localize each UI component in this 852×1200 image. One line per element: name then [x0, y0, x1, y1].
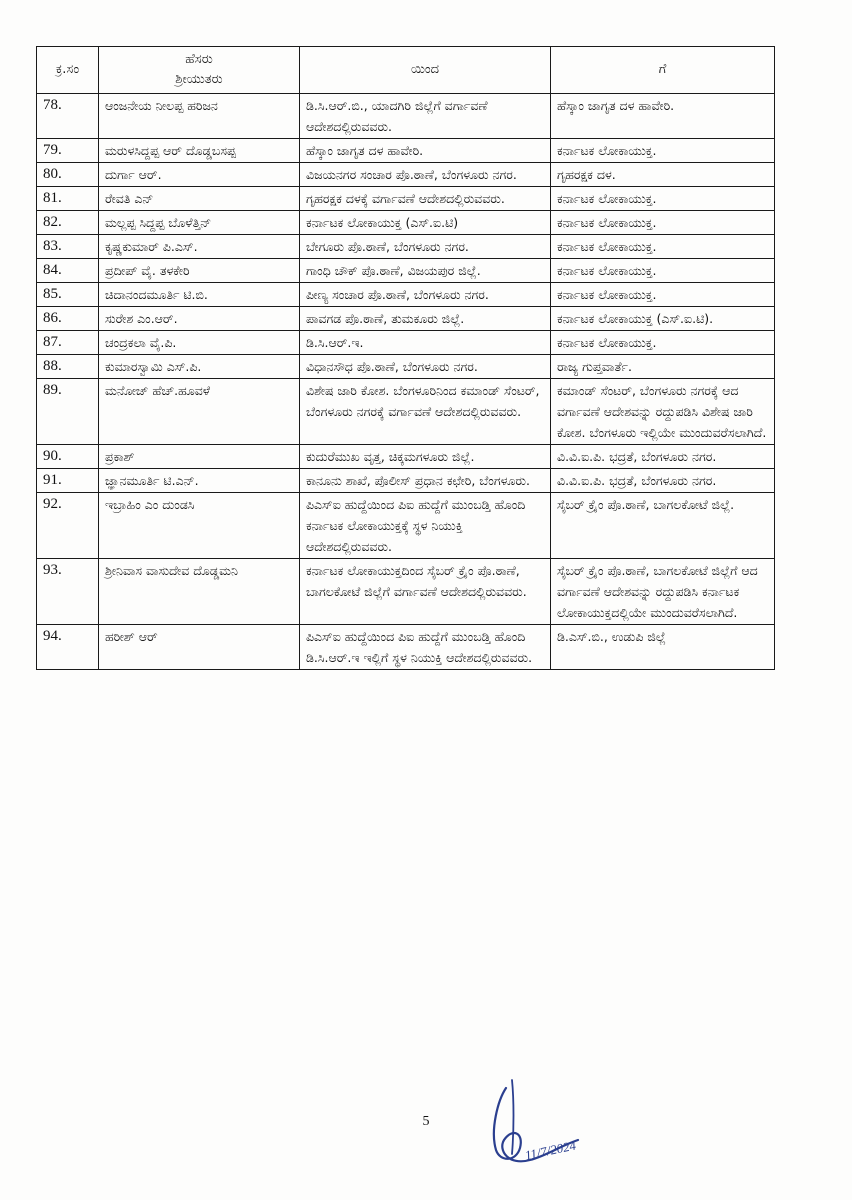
from-cell: ವಿಧಾನಸೌಧ ಪೊ.ಠಾಣೆ, ಬೆಂಗಳೂರು ನಗರ.: [300, 355, 551, 379]
table-row: [37, 235, 775, 259]
name-cell: ಮನೋಜ್ ಹೆಚ್.ಹೂವಳೆ: [99, 379, 300, 445]
signature-icon: [468, 1070, 598, 1180]
name-cell: ಪ್ರದೀಪ್ ವೈ. ತಳಕೇರಿ: [99, 259, 300, 283]
from-cell: ಪಿಎಸ್ಐ ಹುದ್ದೆಯಿಂದ ಪಿಐ ಹುದ್ದೆಗೆ ಮುಂಬಡ್ತಿ ಹೊಂದಿ ಕರ್ನಾಟಕ ಲೋಕಾಯುಕ್ತಕ್ಕೆ ಸ್ಥಳ ನಿಯುಕ್ತಿ ಆದೇಶದಲ್ಲಿರುವವರು.: [300, 493, 551, 559]
name-cell: ದುರ್ಗಾ ಆರ್.: [99, 163, 300, 187]
from-cell: ಹೆಸ್ಕಾಂ ಜಾಗೃತ ದಳ ಹಾವೇರಿ.: [300, 139, 551, 163]
from-cell: ಗೃಹರಕ್ಷಕ ದಳಕ್ಕೆ ವರ್ಗಾವಣೆ ಆದೇಶದಲ್ಲಿರುವವರು.: [300, 187, 551, 211]
table-header-row: [37, 47, 775, 94]
name-cell: ರೇವತಿ ಎನ್: [99, 187, 300, 211]
table-row: [37, 379, 775, 445]
name-cell: ಶ್ರೀನಿವಾಸ ವಾಸುದೇವ ದೊಡ್ಡಮನಿ: [99, 559, 300, 625]
to-cell: ಕರ್ನಾಟಕ ಲೋಕಾಯುಕ್ತ.: [551, 187, 775, 211]
table-row: [37, 445, 775, 469]
from-cell: ವಿಶೇಷ ಜಾರಿ ಕೋಶ. ಬೆಂಗಳೂರಿನಿಂದ ಕಮಾಂಡ್ ಸೆಂಟರ್, ಬೆಂಗಳೂರು ನಗರಕ್ಕೆ ವರ್ಗಾವಣೆ ಆದೇಶದಲ್ಲಿರುವವರು.: [300, 379, 551, 445]
name-cell: ಹರೀಶ್ ಆರ್: [99, 625, 300, 670]
serial-number-cell: 78.: [37, 94, 99, 139]
table-row: [37, 259, 775, 283]
header-from: ಯಿಂದ: [300, 47, 551, 94]
name-cell: ಚಂದ್ರಕಲಾ ವೈ.ಪಿ.: [99, 331, 300, 355]
table-row: [37, 307, 775, 331]
table-row: [37, 139, 775, 163]
table-row: [37, 559, 775, 625]
to-cell: ಕಮಾಂಡ್ ಸೆಂಟರ್, ಬೆಂಗಳೂರು ನಗರಕ್ಕೆ ಆದ ವರ್ಗಾವಣೆ ಆದೇಶವನ್ನು ರದ್ದುಪಡಿಸಿ ವಿಶೇಷ ಜಾರಿ ಕೋಶ. ಬೆಂಗಳೂರು ಇಲ್ಲಿಯೇ ಮುಂದುವರೆಸಲಾಗಿದೆ.: [551, 379, 775, 445]
to-cell: ಹೆಸ್ಕಾಂ ಜಾಗೃತ ದಳ ಹಾವೇರಿ.: [551, 94, 775, 139]
from-cell: ಡಿ.ಸಿ.ಆರ್.ಬಿ., ಯಾದಗಿರಿ ಜಿಲ್ಲೆಗೆ ವರ್ಗಾವಣೆ ಆದೇಶದಲ್ಲಿರುವವರು.: [300, 94, 551, 139]
name-cell: ಜ್ಞಾನಮೂರ್ತಿ ಟಿ.ಎನ್.: [99, 469, 300, 493]
to-cell: ವಿ.ವಿ.ಐ.ಪಿ. ಭದ್ರತೆ, ಬೆಂಗಳೂರು ನಗರ.: [551, 469, 775, 493]
name-cell: ಚಿದಾನಂದಮೂರ್ತಿ ಟಿ.ಬಿ.: [99, 283, 300, 307]
name-cell: ಕೃಷ್ಣಕುಮಾರ್ ಪಿ.ಎಸ್.: [99, 235, 300, 259]
serial-number-cell: 84.: [37, 259, 99, 283]
serial-number-cell: 86.: [37, 307, 99, 331]
table-row: [37, 283, 775, 307]
from-cell: ಪೀಣ್ಯ ಸಂಚಾರ ಪೊ.ಠಾಣೆ, ಬೆಂಗಳೂರು ನಗರ.: [300, 283, 551, 307]
serial-number-cell: 93.: [37, 559, 99, 625]
to-cell: ಕರ್ನಾಟಕ ಲೋಕಾಯುಕ್ತ.: [551, 331, 775, 355]
table-row: [37, 469, 775, 493]
name-cell: ಇಬ್ರಾಹಿಂ ಎಂ ದುಂಡಸಿ: [99, 493, 300, 559]
name-cell: ಮರುಳಸಿದ್ದಪ್ಪ ಆರ್ ದೊಡ್ಡಬಸಪ್ಪ: [99, 139, 300, 163]
transfer-table: [36, 46, 775, 670]
serial-number-cell: 90.: [37, 445, 99, 469]
to-cell: ವಿ.ವಿ.ಐ.ಪಿ. ಭದ್ರತೆ, ಬೆಂಗಳೂರು ನಗರ.: [551, 445, 775, 469]
serial-number-cell: 80.: [37, 163, 99, 187]
from-cell: ಕರ್ನಾಟಕ ಲೋಕಾಯುಕ್ತ (ಎಸ್.ಐ.ಟಿ): [300, 211, 551, 235]
table-row: [37, 331, 775, 355]
name-cell: ಸುರೇಶ ಎಂ.ಆರ್.: [99, 307, 300, 331]
from-cell: ಗಾಂಧಿ ಚೌಕ್ ಪೊ.ಠಾಣೆ, ವಿಜಯಪುರ ಜಿಲ್ಲೆ.: [300, 259, 551, 283]
serial-number-cell: 88.: [37, 355, 99, 379]
to-cell: ಗೃಹರಕ್ಷಕ ದಳ.: [551, 163, 775, 187]
header-name-line1: ಹೆಸರು: [185, 52, 213, 67]
svg-text:11/7/2024: 11/7/2024: [523, 1137, 578, 1163]
table-row: [37, 493, 775, 559]
table-body: [37, 94, 775, 670]
to-cell: ಕರ್ನಾಟಕ ಲೋಕಾಯುಕ್ತ.: [551, 235, 775, 259]
serial-number-cell: 83.: [37, 235, 99, 259]
page-number: 5: [422, 1114, 430, 1129]
name-cell: ಆಂಜನೇಯ ನೀಲಪ್ಪ ಹರಿಜನ: [99, 94, 300, 139]
to-cell: ಕರ್ನಾಟಕ ಲೋಕಾಯುಕ್ತ.: [551, 139, 775, 163]
from-cell: ಬೇಗೂರು ಪೊ.ಠಾಣೆ, ಬೆಂಗಳೂರು ನಗರ.: [300, 235, 551, 259]
table-row: [37, 187, 775, 211]
serial-number-cell: 81.: [37, 187, 99, 211]
serial-number-cell: 89.: [37, 379, 99, 445]
to-cell: ರಾಜ್ಯ ಗುಪ್ತವಾರ್ತೆ.: [551, 355, 775, 379]
to-cell: ಕರ್ನಾಟಕ ಲೋಕಾಯುಕ್ತ.: [551, 283, 775, 307]
to-cell: ಸೈಬರ್ ಕ್ರೈಂ ಪೊ.ಠಾಣೆ, ಬಾಗಲಕೋಟೆ ಜಿಲ್ಲೆ.: [551, 493, 775, 559]
serial-number-cell: 87.: [37, 331, 99, 355]
table-row: [37, 355, 775, 379]
from-cell: ಪಿಎಸ್ಐ ಹುದ್ದೆಯಿಂದ ಪಿಐ ಹುದ್ದೆಗೆ ಮುಂಬಡ್ತಿ ಹೊಂದಿ ಡಿ.ಸಿ.ಆರ್.ಇ ಇಲ್ಲಿಗೆ ಸ್ಥಳ ನಿಯುಕ್ತಿ ಆದೇಶದಲ್ಲಿರುವವರು.: [300, 625, 551, 670]
from-cell: ವಿಜಯನಗರ ಸಂಚಾರ ಪೊ.ಠಾಣೆ, ಬೆಂಗಳೂರು ನಗರ.: [300, 163, 551, 187]
header-serial-number: ಕ್ರ.ಸಂ: [37, 47, 99, 94]
serial-number-cell: 92.: [37, 493, 99, 559]
to-cell: ಕರ್ನಾಟಕ ಲೋಕಾಯುಕ್ತ.: [551, 259, 775, 283]
from-cell: ಕುದುರೆಮುಖ ವೃತ್ತ, ಚಿಕ್ಕಮಗಳೂರು ಜಿಲ್ಲೆ.: [300, 445, 551, 469]
name-cell: ಕುಮಾರಸ್ವಾಮಿ ಎಸ್.ಪಿ.: [99, 355, 300, 379]
serial-number-cell: 91.: [37, 469, 99, 493]
name-cell: ಪ್ರಕಾಶ್: [99, 445, 300, 469]
to-cell: ಕರ್ನಾಟಕ ಲೋಕಾಯುಕ್ತ (ಎಸ್.ಐ.ಟಿ).: [551, 307, 775, 331]
to-cell: ಡಿ.ಎಸ್.ಬಿ., ಉಡುಪಿ ಜಿಲ್ಲೆ: [551, 625, 775, 670]
from-cell: ಡಿ.ಸಿ.ಆರ್.ಇ.: [300, 331, 551, 355]
serial-number-cell: 82.: [37, 211, 99, 235]
serial-number-cell: 94.: [37, 625, 99, 670]
table-row: [37, 211, 775, 235]
name-cell: ಮಲ್ಲಪ್ಪ ಸಿದ್ದಪ್ಪ ಬೊಳೆತ್ತಿನ್: [99, 211, 300, 235]
header-to: ಗೆ: [551, 47, 775, 94]
to-cell: ಸೈಬರ್ ಕ್ರೈಂ ಪೊ.ಠಾಣೆ, ಬಾಗಲಕೋಟೆ ಜಿಲ್ಲೆಗೆ ಆದ ವರ್ಗಾವಣೆ ಆದೇಶವನ್ನು ರದ್ದುಪಡಿಸಿ ಕರ್ನಾಟಕ ಲೋಕಾಯುಕ್ತದಲ್ಲಿಯೇ ಮುಂದುವರೆಸಲಾಗಿದೆ.: [551, 559, 775, 625]
table-row: [37, 163, 775, 187]
from-cell: ಕಾನೂನು ಶಾಖೆ, ಪೊಲೀಸ್ ಪ್ರಧಾನ ಕಛೇರಿ, ಬೆಂಗಳೂರು.: [300, 469, 551, 493]
from-cell: ಕರ್ನಾಟಕ ಲೋಕಾಯುಕ್ತದಿಂದ ಸೈಬರ್ ಕ್ರೈಂ ಪೊ.ಠಾಣೆ, ಬಾಗಲಕೋಟೆ ಜಿಲ್ಲೆಗೆ ವರ್ಗಾವಣೆ ಆದೇಶದಲ್ಲಿರುವವರು.: [300, 559, 551, 625]
table-row: [37, 94, 775, 139]
to-cell: ಕರ್ನಾಟಕ ಲೋಕಾಯುಕ್ತ.: [551, 211, 775, 235]
header-name-line2: ಶ್ರೀಯುತರು: [175, 72, 223, 87]
serial-number-cell: 79.: [37, 139, 99, 163]
table-row: [37, 625, 775, 670]
header-name: [99, 47, 300, 94]
from-cell: ಪಾವಗಡ ಪೊ.ಠಾಣೆ, ತುಮಕೂರು ಜಿಲ್ಲೆ.: [300, 307, 551, 331]
serial-number-cell: 85.: [37, 283, 99, 307]
